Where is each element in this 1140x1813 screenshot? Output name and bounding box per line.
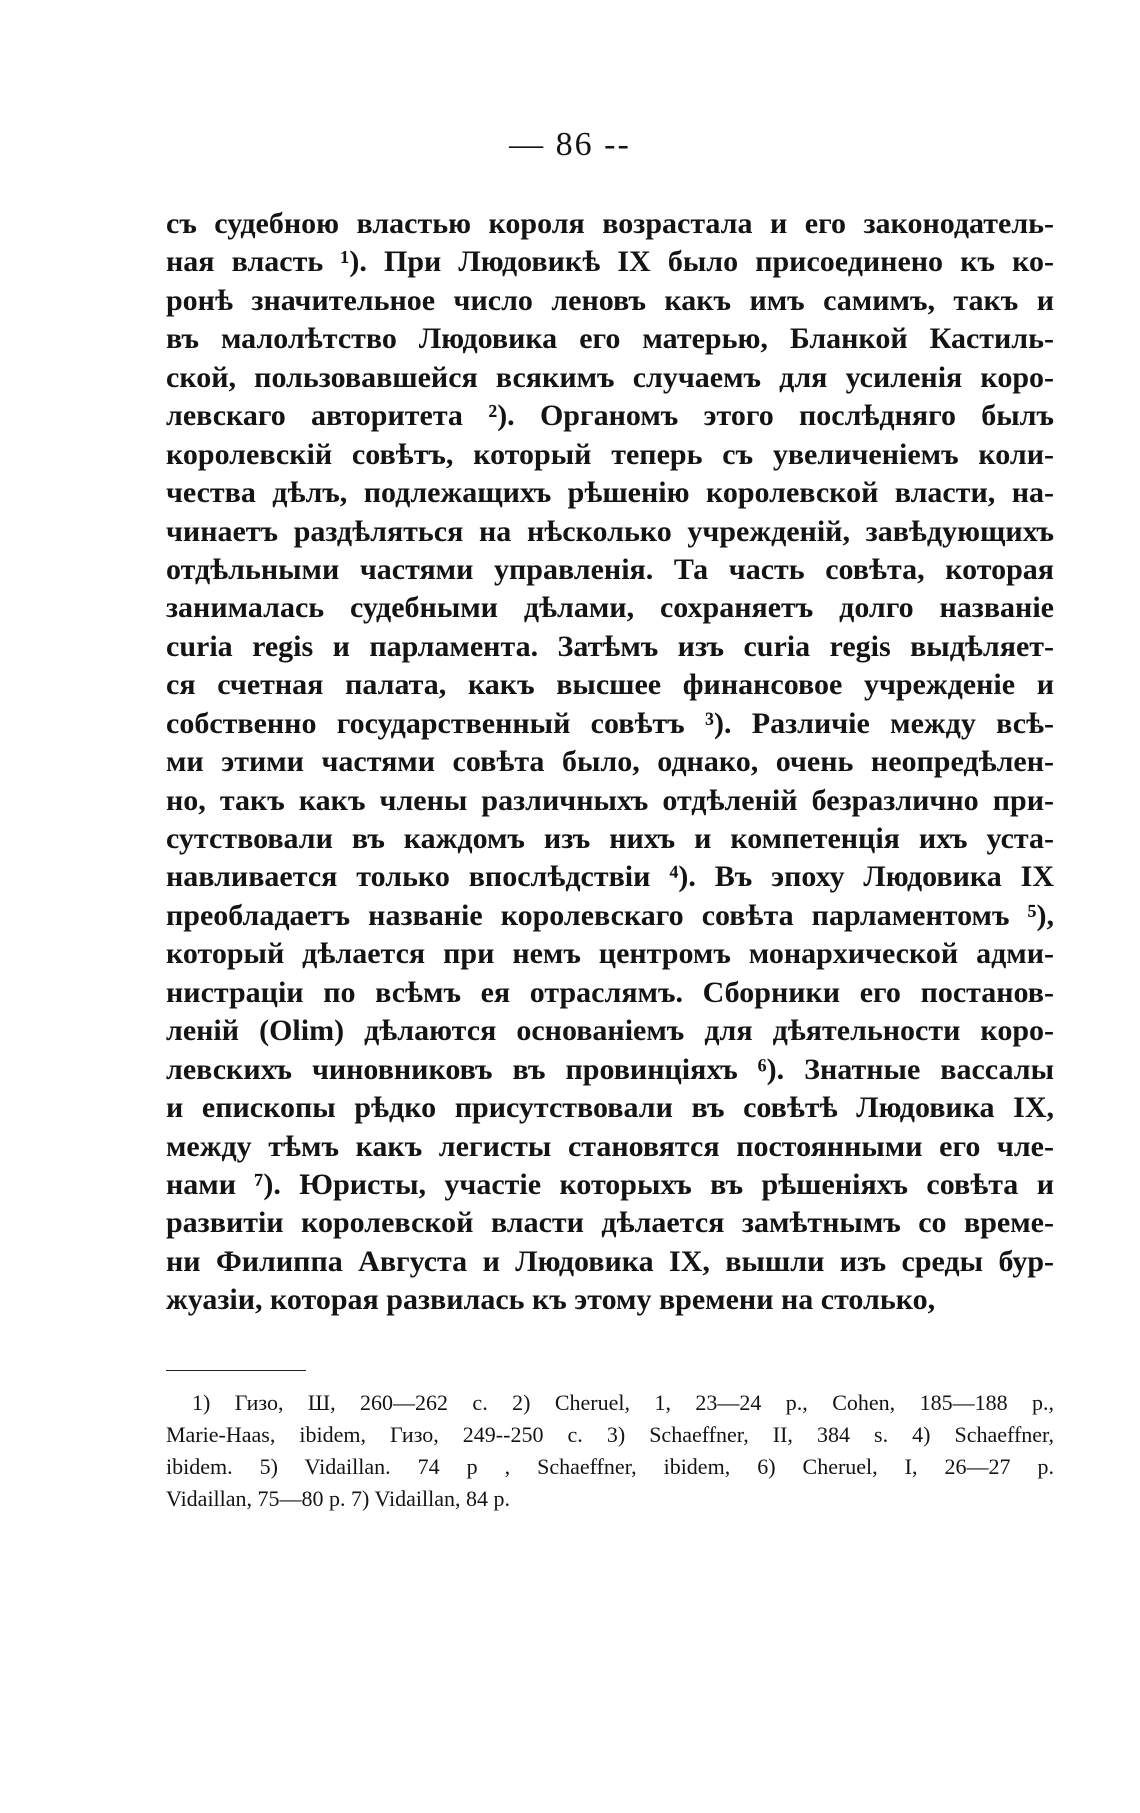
text-line: королевскій совѣтъ, который теперь съ увеличеніемъ коли- — [166, 437, 1054, 471]
footnotes — [166, 1387, 1054, 1515]
text-line: нами ⁷). Юристы, участіе которыхъ въ рѣшеніяхъ совѣта и — [166, 1167, 1054, 1201]
text-line: который дѣлается при немъ центромъ монархической адми- — [166, 937, 1054, 971]
text-line: ронѣ значительное число леновъ какъ имъ самимъ, такъ и — [166, 283, 1054, 317]
text-line: занималась судебными дѣлами, сохраняетъ долго названіе — [166, 591, 1054, 625]
text-line: чинаетъ раздѣляться на нѣсколько учрежденій, завѣдующихъ — [166, 514, 1054, 548]
text-line: между тѣмъ какъ легисты становятся постоянными его чле- — [166, 1129, 1054, 1163]
text-line: сутствовали въ каждомъ изъ нихъ и компетенція ихъ уста- — [166, 822, 1054, 855]
text-line: ся счетная палата, какъ высшее финансовое учрежденіе и — [166, 668, 1054, 702]
text-line: навливается только впослѣдствіи ⁴). Въ эпоху Людовика IX — [166, 860, 1054, 894]
text-line: curia regis и парламента. Затѣмъ изъ curia regis выдѣляет- — [166, 629, 1054, 663]
text-line: отдѣльными частями управленія. Та часть совѣта, которая — [166, 552, 1054, 586]
page-number: — 86 -- — [509, 126, 631, 163]
body-text — [166, 205, 1054, 1320]
text-line: преобладаетъ названіе королевскаго совѣта парламентомъ ⁵), — [166, 898, 1054, 932]
text-line: въ малолѣтство Людовика его матерью, Бланкой Кастиль- — [166, 322, 1054, 356]
text-line: левскихъ чиновниковъ въ провинціяхъ ⁶). Знатные вассалы — [166, 1052, 1054, 1086]
text-line: съ судебною властью короля возрастала и его законодатель- — [166, 207, 1054, 240]
text-line: и епископы рѣдко присутствовали въ совѣтѣ Людовика IX, — [166, 1091, 1054, 1125]
text-line: собственно государственный совѣтъ ³). Различіе между всѣ- — [166, 706, 1054, 740]
footnote-line: ibidem. 5) Vidaillan. 74 p , Schaeffner, ibidem, 6) Cheruel, I, 26—27 p. — [166, 1454, 1054, 1479]
text-line: ни Филиппа Августа и Людовика IX, вышли изъ среды бур- — [166, 1244, 1054, 1278]
text-line: левскаго авторитета ²). Органомъ этого послѣдняго былъ — [166, 399, 1054, 433]
text-line: ная власть ¹). При Людовикѣ IX было присоединено къ ко- — [166, 245, 1054, 279]
footnote-line: Marie-Haas, ibidem, Гизо, 249--250 с. 3) Schaeffner, II, 384 s. 4) Schaeffner, — [166, 1422, 1054, 1447]
footnote-line: 1) Гизо, Ш, 260—262 с. 2) Cheruel, 1, 23—24 p., Cohen, 185—188 p., — [192, 1390, 1054, 1415]
footnote-line: Vidaillan, 75—80 p. 7) Vidaillan, 84 p. — [166, 1486, 511, 1511]
text-line: ми этими частями совѣта было, однако, очень неопредѣлен- — [166, 745, 1054, 779]
text-line: чества дѣлъ, подлежащихъ рѣшенію королевской власти, на- — [166, 476, 1054, 510]
text-line: развитіи королевской власти дѣлается замѣтнымъ со време- — [166, 1206, 1054, 1240]
text-line: но, такъ какъ члены различныхъ отдѣленій безразлично при- — [166, 783, 1054, 817]
text-line: ской, пользовавшейся всякимъ случаемъ для усиленія коро- — [166, 360, 1054, 394]
text-line: нистраціи по всѣмъ ея отраслямъ. Сборники его постанов- — [166, 975, 1054, 1009]
text-line: жуазіи, которая развилась къ этому времени на столько, — [166, 1283, 936, 1317]
footnote-divider — [166, 1370, 306, 1371]
text-line: леній (Olim) дѣлаются основаніемъ для дѣятельности коро- — [166, 1014, 1054, 1048]
